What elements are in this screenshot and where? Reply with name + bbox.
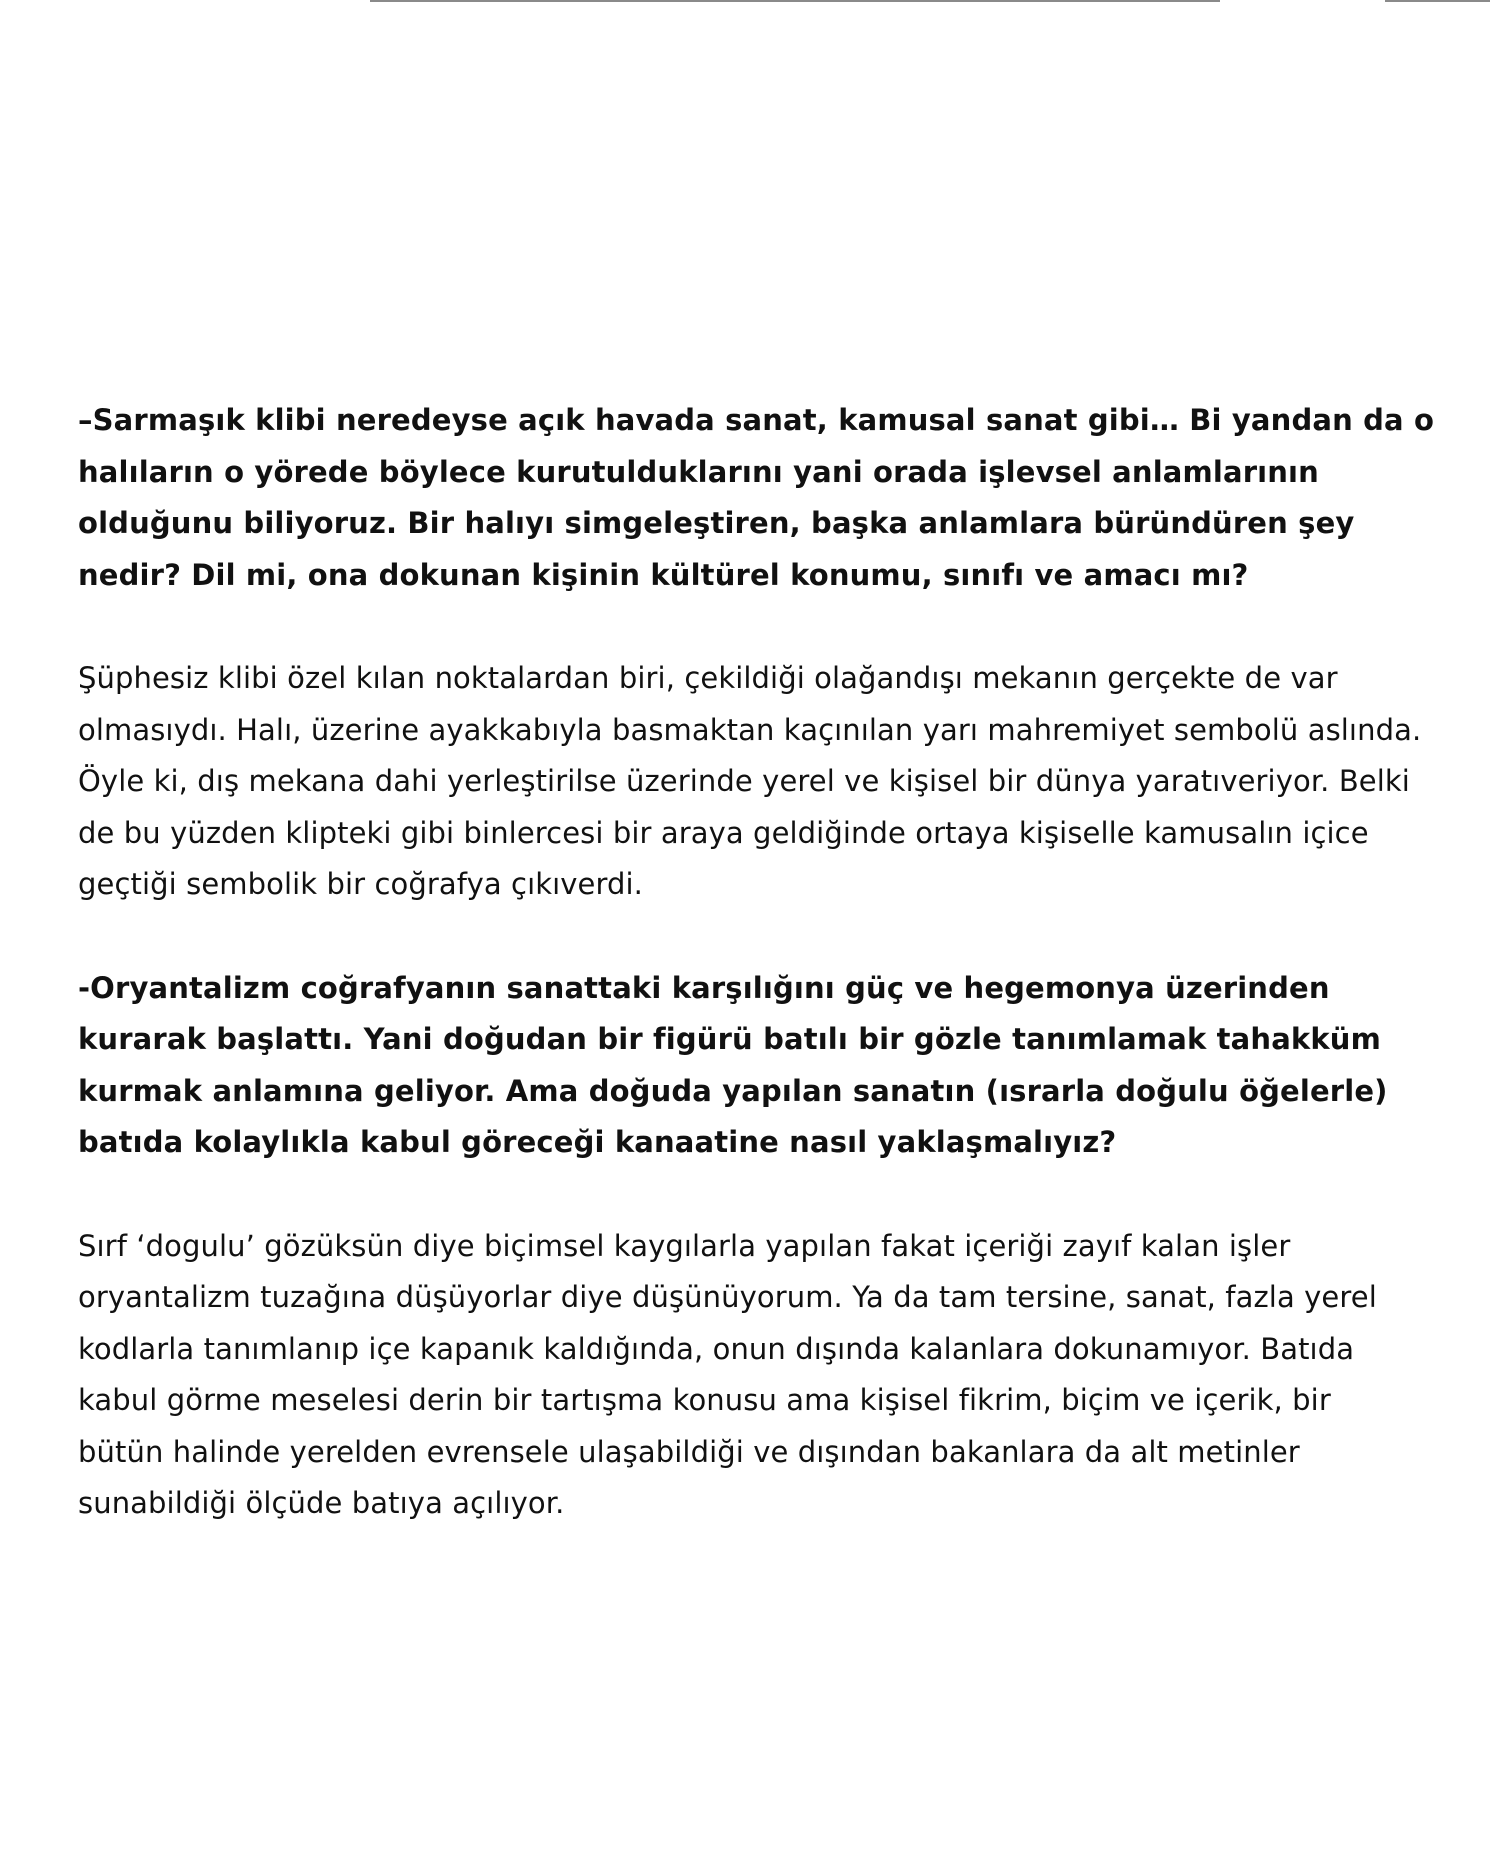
text-line: Öyle ki, dış mekana dahi yerleştirilse üzerinde yerel ve kişisel bir dünya yaratıveriyor. Belki: [78, 764, 1410, 798]
interview-question-1: [78, 395, 1478, 601]
text-line: oryantalizm tuzağına düşüyorlar diye düşünüyorum. Ya da tam tersine, sanat, fazla yerel: [78, 1280, 1377, 1314]
text-line: olmasıydı. Halı, üzerine ayakkabıyla basmaktan kaçınılan yarı mahremiyet sembolü aslında.: [78, 712, 1422, 747]
top-divider-left: [370, 0, 1220, 2]
text-line: halıların o yörede böylece kurutulduklarını yani orada işlevsel anlamlarının: [78, 454, 1319, 489]
text-line: batıda kolaylıkla kabul göreceği kanaatine nasıl yaklaşmalıyız?: [78, 1125, 1117, 1159]
text-line: geçtiği sembolik bir coğrafya çıkıverdi.: [78, 867, 643, 901]
interview-question-2: [78, 963, 1478, 1169]
text-line: kodlarla tanımlanıp içe kapanık kaldığında, onun dışında kalanlara dokunamıyor. Batıda: [78, 1331, 1355, 1366]
top-divider-right: [1385, 0, 1490, 2]
text-line: Sırf ‘dogulu’ gözüksün diye biçimsel kaygılarla yapılan fakat içeriği zayıf kalan işler: [78, 1228, 1291, 1263]
interview-answer-1: [78, 653, 1478, 911]
text-line: Şüphesiz klibi özel kılan noktalardan biri, çekildiği olağandışı mekanın gerçekte de var: [78, 661, 1338, 695]
text-line: kabul görme meselesi derin bir tartışma konusu ama kişisel fikrim, biçim ve içerik, bir: [78, 1383, 1331, 1417]
text-line: kurmak anlamına geliyor. Ama doğuda yapılan sanatın (ısrarla doğulu öğelerle): [78, 1073, 1388, 1108]
text-line: de bu yüzden klipteki gibi binlercesi bir araya geldiğinde ortaya kişiselle kamusalın içice: [78, 815, 1369, 850]
text-line: nedir? Dil mi, ona dokunan kişinin kültürel konumu, sınıfı ve amacı mı?: [78, 557, 1249, 592]
text-line: –Sarmaşık klibi neredeyse açık havada sanat, kamusal sanat gibi… Bi yandan da o: [78, 403, 1435, 437]
interview-answer-2: [78, 1221, 1478, 1530]
text-line: -Oryantalizm coğrafyanın sanattaki karşılığını güç ve hegemonya üzerinden: [78, 970, 1330, 1005]
text-line: bütün halinde yerelden evrensele ulaşabildiği ve dışından bakanlara da alt metinler: [78, 1434, 1300, 1469]
text-line: sunabildiği ölçüde batıya açılıyor.: [78, 1486, 565, 1520]
text-line: kurarak başlattı. Yani doğudan bir figürü batılı bir gözle tanımlamak tahakküm: [78, 1022, 1381, 1056]
text-line: olduğunu biliyoruz. Bir halıyı simgeleştiren, başka anlamlara büründüren şey: [78, 506, 1355, 540]
interview-article: [78, 395, 1478, 1582]
